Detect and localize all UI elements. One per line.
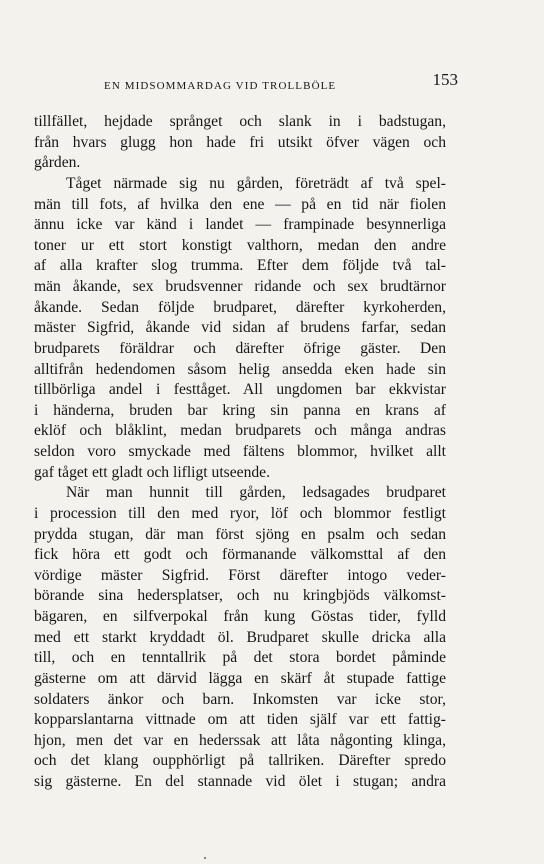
text-line: Tåget närmade sig nu gården, företrädt af två spel-	[66, 174, 446, 192]
text-line: tillfället, hejdade språnget och slank in i badstugan,	[34, 113, 446, 130]
text-line: bägaren, en silfverpokal från kung Göstas tider, fylld	[34, 608, 446, 625]
text-line: eklöf och blåklint, medan brudparets och många andras	[34, 422, 446, 440]
text-line: gaf tåget ett gladt och lifligt utseende.	[34, 463, 270, 481]
text-line: i händerna, bruden bar kring sin panna en krans af	[34, 401, 446, 419]
running-head: EN MIDSOMMARDAG VID TROLLBÖLE	[104, 80, 337, 92]
text-line: män åkande, sex brudsvenner ridande och sex brudtärnor	[34, 278, 446, 295]
text-line: gården.	[34, 154, 81, 172]
text-line: från hvars glugg hon hade fri utsikt öfver vägen och	[34, 133, 446, 151]
text-line: brudparets föräldrar och därefter öfrige gäster. Den	[34, 339, 446, 357]
text-line: åkande. Sedan följde brudparet, därefter kyrkoherden,	[34, 298, 446, 316]
text-line: hjon, men det var en hederssak att låta någonting klinga,	[34, 731, 446, 749]
text-line: toner ur ett stort konstigt valthorn, medan den andre	[34, 236, 446, 254]
text-line: kopparslantarna vittnade om att tiden själf var ett fattig-	[34, 711, 446, 729]
text-line: vördige mäster Sigfrid. Först därefter intogo veder-	[34, 566, 446, 584]
text-line: sig gästerne. En del stannade vid ölet i stugan; andra	[34, 773, 446, 790]
text-line: prydda stugan, där man först sjöng en psalm och sedan	[34, 525, 446, 543]
text-line: mäster Sigfrid, åkande vid sidan af brudens farfar, sedan	[34, 319, 446, 337]
text-line: med ett starkt kryddadt öl. Brudparet skulle dricka alla	[34, 628, 446, 646]
text-line: i procession till den med ryor, löf och blommor festligt	[34, 504, 446, 522]
text-line: och det klang oupphörligt på tallriken. Därefter spredo	[34, 752, 446, 770]
text-line: alltifrån hedendomen såsom helig ansedda eken hade sin	[34, 360, 446, 378]
text-line: män till fots, af hvilka den ene — på en tid när fiolen	[34, 195, 446, 213]
body-text	[34, 112, 446, 793]
text-line: börande sina hedersplatser, och nu kringbjöds välkomst-	[34, 587, 446, 605]
text-line: gästerne om att därvid lägga en skärf åt stupade fattige	[34, 669, 446, 687]
text-line: till, och en tenntallrik på det stora bordet påminde	[34, 649, 446, 667]
text-line: seldon voro smyckade med fältens blommor, hvilket allt	[34, 443, 446, 460]
text-line: När man hunnit till gården, ledsagades brudparet	[66, 484, 446, 502]
text-line: ännu icke var känd i landet — frampinade besynnerliga	[34, 216, 446, 234]
page-number: 153	[432, 70, 458, 89]
print-speck	[204, 857, 206, 859]
text-line: soldaters änkor och barn. Inkomsten var icke stor,	[34, 690, 446, 708]
page-header	[96, 68, 458, 94]
text-line: fick höra ett godt och förmanande välkomsttal af den	[34, 546, 446, 564]
text-line: tillbörliga andel i festtåget. All ungdomen bar ekkvistar	[34, 381, 446, 399]
text-line: af alla krafter slog trumma. Efter dem följde två tal-	[34, 257, 446, 275]
